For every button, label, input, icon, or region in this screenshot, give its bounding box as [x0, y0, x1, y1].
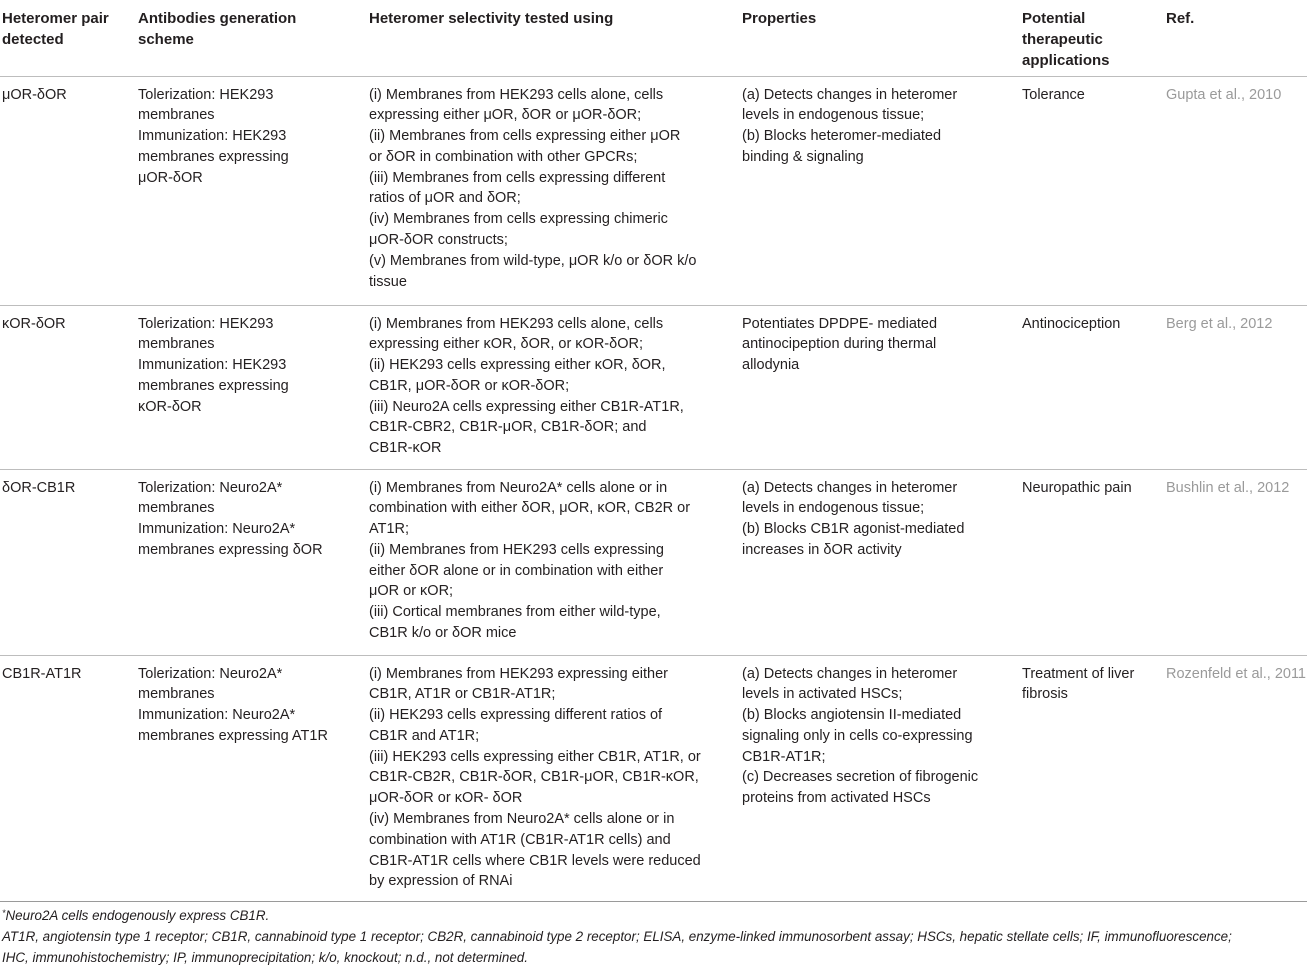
cell-properties-line: allodynia [742, 357, 800, 374]
cell-selectivity-line: μOR-δOR constructs; [369, 232, 508, 249]
footnote-abbreviations-1: AT1R, angiotensin type 1 receptor; CB1R, cannabinoid type 1 receptor; CB2R, cannabinoid type 2 receptor; ELISA, enzyme-linked immunosorbent assay; HSCs, hepatic stellate cells; IF, immunofluorescence; [2, 929, 1232, 944]
header-line: therapeutic [1022, 31, 1103, 48]
cell-antibody-scheme-line: Tolerization: Neuro2A* [138, 665, 283, 682]
cell-selectivity [369, 469, 742, 655]
cell-selectivity-line: (i) Membranes from Neuro2A* cells alone or in [369, 479, 668, 496]
cell-selectivity [369, 305, 742, 469]
header-selectivity [369, 0, 742, 76]
cell-selectivity-line: CB1R, μOR-δOR or κOR-δOR; [369, 377, 570, 394]
cell-properties-line: Potentiates DPDPE- mediated [742, 315, 938, 332]
footnote-abbreviations-2: IHC, immunohistochemistry; IP, immunoprecipitation; k/o, knockout; n.d., not determined. [2, 950, 528, 965]
cell-selectivity [369, 76, 742, 305]
cell-properties-line: (b) Blocks CB1R agonist-mediated [742, 521, 965, 538]
cell-antibody-scheme [138, 469, 369, 655]
cell-properties-line: CB1R-AT1R; [742, 748, 826, 765]
cell-properties-line: (c) Decreases secretion of fibrogenic [742, 769, 979, 786]
cell-selectivity-line: CB1R-AT1R cells where CB1R levels were reduced [369, 852, 701, 869]
cell-antibody-scheme-line: membranes expressing [138, 148, 289, 165]
cell-antibody-scheme [138, 305, 369, 469]
table-row [0, 305, 1307, 469]
cell-properties-line: (b) Blocks angiotensin II-mediated [742, 707, 962, 724]
cell-reference: Bushlin et al., 2012 [1166, 469, 1307, 655]
cell-selectivity-line: (ii) HEK293 cells expressing different ratios of [369, 707, 663, 724]
cell-antibody-scheme-line: membranes [138, 500, 215, 517]
header-line: Antibodies generation [138, 10, 297, 27]
cell-selectivity-line: or δOR in combination with other GPCRs; [369, 148, 638, 165]
cell-selectivity-line: tissue [369, 273, 407, 290]
header-applications [1022, 0, 1166, 76]
cell-properties [742, 655, 1022, 901]
header-properties [742, 0, 1022, 76]
cell-antibody-scheme-line: membranes expressing δOR [138, 541, 323, 558]
cell-antibody-scheme-line: Immunization: HEK293 [138, 357, 287, 374]
header-heteromer-pair [0, 0, 138, 76]
cell-selectivity-line: μOR-δOR or κOR- δOR [369, 790, 523, 807]
cell-selectivity [369, 655, 742, 901]
footnote-neuro2a: *Neuro2A cells endogenously express CB1R. [2, 908, 270, 923]
cell-properties-line: antinocipeption during thermal [742, 336, 937, 353]
cell-antibody-scheme-line: Immunization: Neuro2A* [138, 521, 296, 538]
table-footnotes [2, 905, 1304, 968]
header-line: scheme [138, 31, 194, 48]
cell-properties-line: signaling only in cells co-expressing [742, 727, 973, 744]
cell-selectivity-line: (i) Membranes from HEK293 expressing either [369, 665, 668, 682]
cell-selectivity-line: (ii) HEK293 cells expressing either κOR, δOR, [369, 357, 666, 374]
header-line: Potential [1022, 10, 1086, 27]
cell-selectivity-line: expressing either κOR, δOR, or κOR-δOR; [369, 336, 643, 353]
cell-selectivity-line: AT1R; [369, 521, 410, 538]
cell-selectivity-line: combination with AT1R (CB1R-AT1R cells) and [369, 831, 671, 848]
cell-properties [742, 469, 1022, 655]
cell-properties [742, 76, 1022, 305]
cell-reference: Rozenfeld et al., 2011 [1166, 655, 1307, 901]
cell-selectivity-line: CB1R k/o or δOR mice [369, 625, 517, 642]
cell-selectivity-line: expressing either μOR, δOR or μOR-δOR; [369, 107, 642, 124]
cell-properties-line: increases in δOR activity [742, 541, 902, 558]
header-line: Properties [742, 10, 817, 27]
cell-heteromer-pair: δOR-CB1R [0, 469, 138, 655]
table-row [0, 469, 1307, 655]
cell-selectivity-line: combination with either δOR, μOR, κOR, CB2R or [369, 500, 691, 517]
cell-properties-line: levels in endogenous tissue; [742, 500, 925, 517]
cell-properties [742, 305, 1022, 469]
cell-application-line: Neuropathic pain [1022, 479, 1132, 496]
cell-reference: Gupta et al., 2010 [1166, 76, 1307, 305]
cell-antibody-scheme-line: Immunization: Neuro2A* [138, 707, 296, 724]
cell-antibody-scheme-line: κOR-δOR [138, 398, 202, 415]
cell-properties-line: (a) Detects changes in heteromer [742, 479, 958, 496]
cell-antibody-scheme-line: membranes [138, 336, 215, 353]
cell-antibody-scheme-line: μOR-δOR [138, 169, 203, 186]
table-row [0, 655, 1307, 901]
header-antibodies-scheme [138, 0, 369, 76]
cell-antibody-scheme-line: Tolerization: Neuro2A* [138, 479, 283, 496]
cell-selectivity-line: (i) Membranes from HEK293 cells alone, cells [369, 86, 664, 103]
cell-selectivity-line: CB1R-CBR2, CB1R-μOR, CB1R-δOR; and [369, 419, 647, 436]
cell-antibody-scheme [138, 76, 369, 305]
header-line: Heteromer pair [2, 10, 109, 27]
table-header-row [0, 0, 1307, 76]
cell-properties-line: (b) Blocks heteromer-mediated [742, 128, 942, 145]
header-ref [1166, 0, 1307, 76]
cell-selectivity-line: (iii) Neuro2A cells expressing either CB1R-AT1R, [369, 398, 684, 415]
cell-selectivity-line: by expression of RNAi [369, 873, 513, 890]
cell-selectivity-line: (i) Membranes from HEK293 cells alone, cells [369, 315, 664, 332]
header-line: detected [2, 31, 64, 48]
cell-application [1022, 469, 1166, 655]
header-line: applications [1022, 52, 1110, 69]
cell-selectivity-line: CB1R and AT1R; [369, 727, 480, 744]
cell-selectivity-line: μOR or κOR; [369, 583, 454, 600]
cell-antibody-scheme-line: membranes expressing [138, 377, 289, 394]
cell-selectivity-line: (iv) Membranes from cells expressing chimeric [369, 211, 668, 228]
cell-selectivity-line: (iii) Membranes from cells expressing different [369, 169, 666, 186]
cell-selectivity-line: (iv) Membranes from Neuro2A* cells alone or in [369, 811, 675, 828]
cell-selectivity-line: (iii) Cortical membranes from either wild-type, [369, 604, 661, 621]
cell-application [1022, 76, 1166, 305]
cell-antibody-scheme-line: membranes [138, 686, 215, 703]
cell-antibody-scheme-line: Tolerization: HEK293 [138, 86, 274, 103]
cell-heteromer-pair: κOR-δOR [0, 305, 138, 469]
cell-heteromer-pair: CB1R-AT1R [0, 655, 138, 901]
cell-properties-line: proteins from activated HSCs [742, 790, 931, 807]
cell-properties-line: levels in endogenous tissue; [742, 107, 925, 124]
header-line: Ref. [1166, 10, 1195, 27]
cell-application-line: fibrosis [1022, 686, 1068, 703]
cell-antibody-scheme-line: Tolerization: HEK293 [138, 315, 274, 332]
cell-antibody-scheme-line: Immunization: HEK293 [138, 128, 287, 145]
cell-application-line: Tolerance [1022, 86, 1085, 103]
cell-properties-line: (a) Detects changes in heteromer [742, 665, 958, 682]
cell-application-line: Antinociception [1022, 315, 1121, 332]
cell-selectivity-line: CB1R-CB2R, CB1R-δOR, CB1R-μOR, CB1R-κOR, [369, 769, 699, 786]
cell-application [1022, 305, 1166, 469]
cell-selectivity-line: CB1R-κOR [369, 440, 442, 457]
cell-selectivity-line: (ii) Membranes from cells expressing either μOR [369, 128, 681, 145]
cell-selectivity-line: (ii) Membranes from HEK293 cells expressing [369, 541, 664, 558]
table-row [0, 76, 1307, 305]
cell-selectivity-line: (v) Membranes from wild-type, μOR k/o or δOR k/o [369, 252, 697, 269]
cell-properties-line: levels in activated HSCs; [742, 686, 903, 703]
header-line: Heteromer selectivity tested using [369, 10, 614, 27]
cell-selectivity-line: either δOR alone or in combination with either [369, 562, 664, 579]
cell-antibody-scheme-line: membranes expressing AT1R [138, 727, 328, 744]
cell-antibody-scheme-line: membranes [138, 107, 215, 124]
cell-antibody-scheme [138, 655, 369, 901]
cell-properties-line: binding & signaling [742, 148, 864, 165]
cell-application-line: Treatment of liver [1022, 665, 1135, 682]
cell-properties-line: (a) Detects changes in heteromer [742, 86, 958, 103]
cell-selectivity-line: (iii) HEK293 cells expressing either CB1R, AT1R, or [369, 748, 701, 765]
cell-selectivity-line: CB1R, AT1R or CB1R-AT1R; [369, 686, 556, 703]
cell-application [1022, 655, 1166, 901]
cell-selectivity-line: ratios of μOR and δOR; [369, 190, 521, 207]
cell-reference: Berg et al., 2012 [1166, 305, 1307, 469]
cell-heteromer-pair: μOR-δOR [0, 76, 138, 305]
